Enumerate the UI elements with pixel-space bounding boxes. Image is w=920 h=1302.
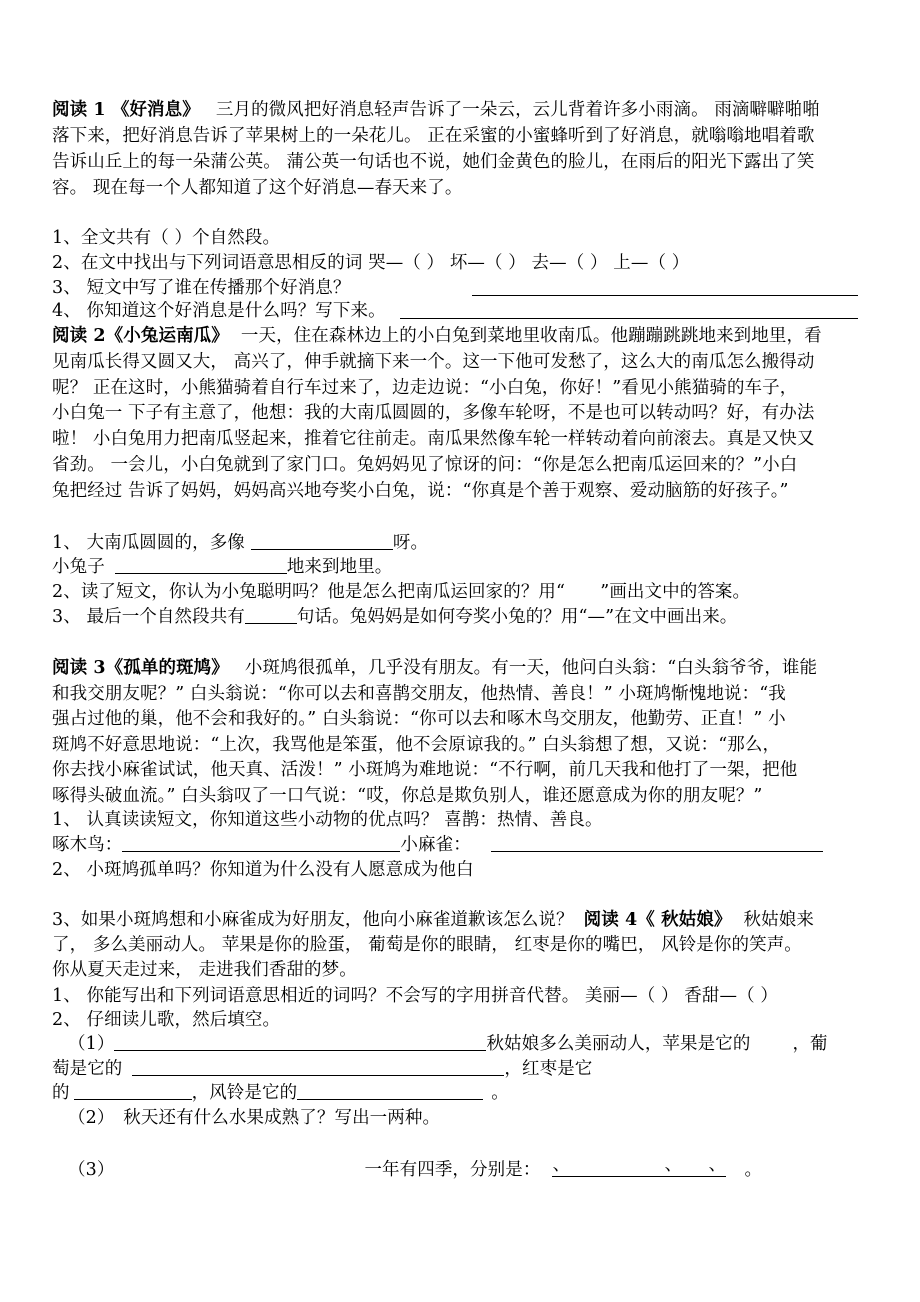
reading3-line-4: 斑鸠不好意思地说：“上次，我骂他是笨蛋，他不会原谅我的。” 白头翁想了想，又说：“那么， — [52, 735, 781, 755]
reading4-fill-4: （2） 秋天还有什么水果成熟了？写出一两种。 — [68, 1108, 441, 1128]
reading2-line-5: 啦！ 小白兔用力把南瓜竖起来，推着它往前走。南瓜果然像车轮一样转动着向前滚去。真是又快又 — [52, 429, 815, 449]
reading2-question-1b: 小兔子 地来到地里。 — [52, 557, 393, 577]
answer-blank[interactable] — [297, 1082, 483, 1100]
answer-blank[interactable] — [115, 556, 287, 574]
reading3-question-1: 1、 认真读读短文，你知道这些小动物的优点吗？ 喜鹊：热情、善良。 — [52, 810, 603, 830]
reading2-question-3: 3、 最后一个自然段共有 句话。兔妈妈是如何夸奖小兔的？用“—”在文中画出来。 — [52, 607, 738, 627]
reading1-question-2: 2、在文中找出与下列词语意思相反的词 哭—（ ） 坏—（ ） 去—（ ） 上—（ ） — [52, 253, 690, 273]
reading2-question-1: 1、 大南瓜圆圆的，多像 呀。 — [52, 533, 429, 553]
answer-blank[interactable] — [245, 606, 297, 624]
reading3-question-2: 2、 小斑鸠孤单吗？你知道为什么没有人愿意成为他白 — [52, 860, 474, 880]
answer-blank[interactable] — [132, 1058, 504, 1076]
answer-blank[interactable] — [472, 278, 858, 296]
reading4-fill-3: 的 ，风铃是它的 。 — [52, 1083, 509, 1103]
answer-blank[interactable] — [74, 1082, 192, 1100]
reading1-line-2: 落下来，把好消息告诉了苹果树上的一朵花儿。 正在采蜜的小蜜蜂听到了好消息，就嗡嗡地唱着歌 — [52, 126, 815, 146]
reading3-animals: 啄木鸟： 小麻雀： — [52, 833, 872, 857]
reading3-heading: 阅读 3《孤单的斑鸠》 — [52, 658, 229, 678]
woodpecker-blank[interactable] — [122, 834, 400, 852]
reading1-line-3: 告诉山丘上的每一朵蒲公英。 蒲公英一句话也不说，她们金黄色的脸儿，在雨后的阳光下露出了笑 — [52, 152, 815, 172]
reading4-line-2: 了， 多么美丽动人。 苹果是你的脸蛋， 葡萄是你的眼睛， 红枣是你的嘴巴， 风铃是你的笑声。 — [52, 935, 802, 955]
reading4-fill-1: （1） 秋姑娘多么美丽动人，苹果是它的 ，葡 — [68, 1034, 828, 1054]
answer-blank[interactable] — [114, 1033, 486, 1051]
reading4-question-2: 2、 仔细读儿歌，然后填空。 — [52, 1010, 281, 1030]
reading1-line-4: 容。 现在每一个人都知道了这个好消息—春天来了。 — [52, 178, 463, 198]
reading1-question-4: 4、 你知道这个好消息是什么吗？写下来。 — [52, 299, 872, 323]
reading4-fill-5: （3） 一年有四季，分别是： 、 、 、 。 — [68, 1155, 763, 1180]
reading2-question-2: 2、读了短文，你认为小兔聪明吗？他是怎么把南瓜运回家的？用“ ”画出文中的答案。 — [52, 582, 751, 602]
answer-blank[interactable] — [251, 532, 393, 550]
reading4-line-3: 你从夏天走过来， 走进我们香甜的梦。 — [52, 960, 357, 980]
reading3-line-5: 你去找小麻雀试试，他天真、活泼！” 小斑鸠为难地说：“不行啊，前几天我和他打了一架，把他 — [52, 760, 798, 780]
sparrow-blank[interactable] — [491, 834, 823, 852]
reading2-line-1: 阅读 2《小兔运南瓜》 一天，住在森林边上的小白兔到菜地里收南瓜。他蹦蹦跳跳地来到地里，看 — [52, 326, 822, 346]
reading2-line-7: 兔把经过 告诉了妈妈，妈妈高兴地夸奖小白兔，说：“你真是个善于观察、爱动脑筋的好孩子。” — [52, 481, 789, 501]
reading4-heading: 阅读 4《 秋姑娘》 — [583, 910, 732, 930]
seasons-blank[interactable]: 、 、 、 — [552, 1155, 727, 1175]
reading2-line-2: 见南瓜长得又圆又大， 高兴了，伸手就摘下来一个。这一下他可发愁了，这么大的南瓜怎么搬得动 — [52, 352, 815, 372]
reading1-line-1: 阅读 1 《好消息》 三月的微风把好消息轻声告诉了一朵云，云儿背着许多小雨滴。 雨滴噼噼啪啪 — [52, 100, 820, 120]
reading4-fill-2: 萄是它的 ，红枣是它 — [52, 1059, 593, 1079]
reading2-line-4: 小白兔一 下子有主意了，他想：我的大南瓜圆圆的，多像车轮呀，不是也可以转动吗？好，有办法 — [52, 403, 815, 423]
reading4-question-1: 1、 你能写出和下列词语意思相近的词吗？不会写的字用拼音代替。 美丽—（ ） 香甜—（ ） — [52, 986, 778, 1006]
reading3-question-3: 3、如果小斑鸠想和小麻雀成为好朋友，他向小麻雀道歉该怎么说？ 阅读 4《 秋姑娘》 秋姑娘来 — [52, 910, 814, 930]
reading3-line-6: 啄得头破血流。” 白头翁叹了一口气说：“哎，你总是欺负别人，谁还愿意成为你的朋友呢？” — [52, 786, 763, 806]
reading1-heading: 阅读 1 《好消息》 — [52, 100, 200, 120]
reading3-line-1: 阅读 3《孤单的斑鸠》 小斑鸠很孤单，几乎没有朋友。有一天，他问白头翁：“白头翁爷爷，谁能 — [52, 658, 818, 678]
reading2-line-6: 省劲。 一会儿，小白兔就到了家门口。兔妈妈见了惊讶的问：“你是怎么把南瓜运回来的？”小白 — [52, 455, 798, 475]
reading3-line-2: 和我交朋友呢？” 白头翁说：“你可以去和喜鹊交朋友，他热情、善良！” 小斑鸠惭愧地说：“我 — [52, 684, 786, 704]
reading2-line-3: 呢？ 正在这时，小熊猫骑着自行车过来了，边走边说：“小白兔，你好！”看见小熊猫骑的车子， — [52, 378, 798, 398]
reading2-heading: 阅读 2《小兔运南瓜》 — [52, 326, 229, 346]
reading1-question-1: 1、全文共有（ ）个自然段。 — [52, 228, 281, 248]
reading3-line-3: 强占过他的巢，他不会和我好的。” 白头翁说：“你可以去和啄木鸟交朋友，他勤劳、正直！” 小 — [52, 709, 786, 729]
answer-blank[interactable] — [400, 301, 858, 319]
reading1-question-3: 3、 短文中写了谁在传播那个好消息？ — [52, 276, 872, 300]
